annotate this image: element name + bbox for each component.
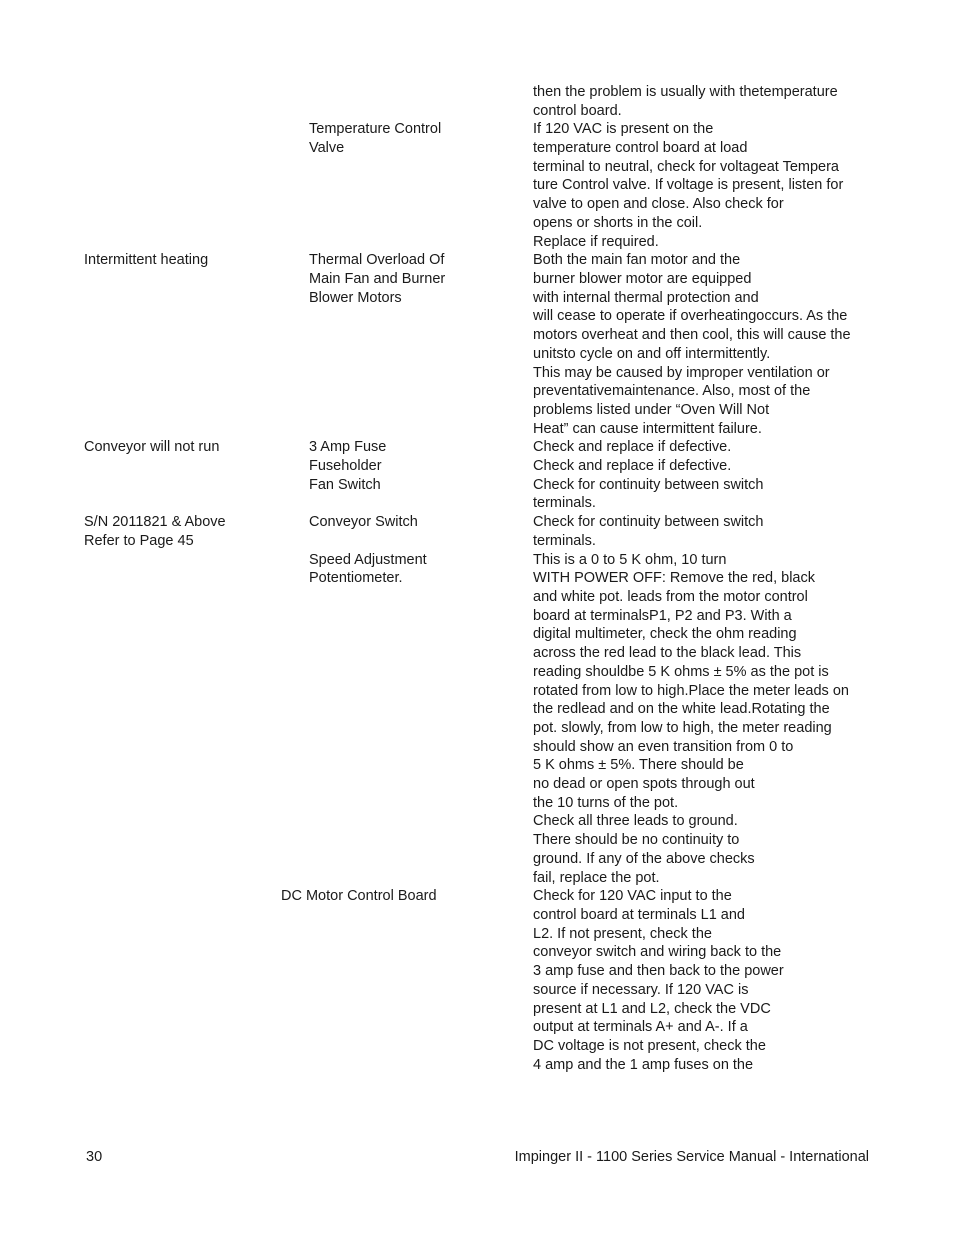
problem-line: Conveyor will not run	[84, 439, 220, 455]
action-line: burner blower motor are equipped	[533, 271, 752, 287]
action-line: This may be caused by improper ventilation or	[533, 365, 830, 381]
component-line: 3 Amp Fuse	[309, 439, 387, 455]
action-line: with internal thermal protection and	[533, 290, 759, 306]
action-line: and white pot. leads from the motor control	[533, 589, 808, 605]
action-line: Check for continuity between switch	[533, 514, 764, 530]
action-line: unitsto cycle on and off intermittently.	[533, 346, 771, 362]
problem-line: Refer to Page 45	[84, 533, 194, 549]
component-line: Conveyor Switch	[309, 514, 418, 530]
action-line: reading shouldbe 5 K ohms ± 5% as the pot is	[533, 664, 829, 680]
action-line: ground. If any of the above checks	[533, 851, 755, 867]
action-line: 5 K ohms ± 5%. There should be	[533, 757, 744, 773]
action-line: source if necessary. If 120 VAC is	[533, 982, 749, 998]
action-line: Check all three leads to ground.	[533, 813, 738, 829]
component-line: Thermal Overload Of	[309, 252, 445, 268]
action-line: preventativemaintenance. Also, most of the	[533, 383, 811, 399]
action-line: ture Control valve. If voltage is present, listen for	[533, 177, 844, 193]
problem-line: Intermittent heating	[84, 252, 209, 268]
action-line: digital multimeter, check the ohm reading	[533, 626, 797, 642]
component-line: Main Fan and Burner	[309, 271, 446, 287]
action-line: present at L1 and L2, check the VDC	[533, 1001, 771, 1017]
action-line: rotated from low to high.Place the meter leads on	[533, 683, 849, 699]
action-line: across the red lead to the black lead. This	[533, 645, 802, 661]
action-line: terminal to neutral, check for voltageat Tempera	[533, 159, 840, 175]
action-line: Check and replace if defective.	[533, 439, 732, 455]
action-line: will cease to operate if overheatingoccurs. As the	[533, 308, 848, 324]
action-line: There should be no continuity to	[533, 832, 740, 848]
action-line: terminals.	[533, 495, 596, 511]
action-line: Replace if required.	[533, 234, 659, 250]
action-line: the redlead and on the white lead.Rotating the	[533, 701, 830, 717]
action-line: This is a 0 to 5 K ohm, 10 turn	[533, 552, 727, 568]
action-line: problems listed under “Oven Will Not	[533, 402, 770, 418]
action-line: temperature control board at load	[533, 140, 748, 156]
component-line: DC Motor Control Board	[281, 888, 437, 904]
page-number: 30	[86, 1149, 103, 1165]
action-line: opens or shorts in the coil.	[533, 215, 703, 231]
action-line: 4 amp and the 1 amp fuses on the	[533, 1057, 754, 1073]
action-line: terminals.	[533, 533, 596, 549]
action-line: motors overheat and then cool, this will cause the	[533, 327, 851, 343]
action-line: then the problem is usually with thetemperature	[533, 84, 838, 100]
action-line: Check for continuity between switch	[533, 477, 764, 493]
action-line: the 10 turns of the pot.	[533, 795, 679, 811]
action-line: conveyor switch and wiring back to the	[533, 944, 782, 960]
problem-line: S/N 2011821 & Above	[84, 514, 226, 530]
action-line: fail, replace the pot.	[533, 870, 660, 886]
action-line: Check for 120 VAC input to the	[533, 888, 732, 904]
action-line: 3 amp fuse and then back to the power	[533, 963, 784, 979]
action-line: WITH POWER OFF: Remove the red, black	[533, 570, 815, 586]
action-line: Heat” can cause intermittent failure.	[533, 421, 762, 437]
component-line: Fan Switch	[309, 477, 381, 493]
action-line: Both the main fan motor and the	[533, 252, 741, 268]
action-line: should show an even transition from 0 to	[533, 739, 794, 755]
action-line: output at terminals A+ and A-. If a	[533, 1019, 748, 1035]
action-line: pot. slowly, from low to high, the meter reading	[533, 720, 832, 736]
action-line: DC voltage is not present, check the	[533, 1038, 766, 1054]
action-line: no dead or open spots through out	[533, 776, 755, 792]
component-line: Blower Motors	[309, 290, 402, 306]
action-line: Check and replace if defective.	[533, 458, 732, 474]
action-line: control board.	[533, 103, 622, 119]
component-line: Potentiometer.	[309, 570, 403, 586]
action-line: If 120 VAC is present on the	[533, 121, 714, 137]
action-line: L2. If not present, check the	[533, 926, 712, 942]
component-line: Speed Adjustment	[309, 552, 427, 568]
action-line: board at terminalsP1, P2 and P3. With a	[533, 608, 792, 624]
component-line: Temperature Control	[309, 121, 442, 137]
action-line: valve to open and close. Also check for	[533, 196, 784, 212]
component-line: Fuseholder	[309, 458, 382, 474]
action-line: control board at terminals L1 and	[533, 907, 745, 923]
manual-title: Impinger II - 1100 Series Service Manual - International	[514, 1149, 869, 1165]
component-line: Valve	[309, 140, 345, 156]
